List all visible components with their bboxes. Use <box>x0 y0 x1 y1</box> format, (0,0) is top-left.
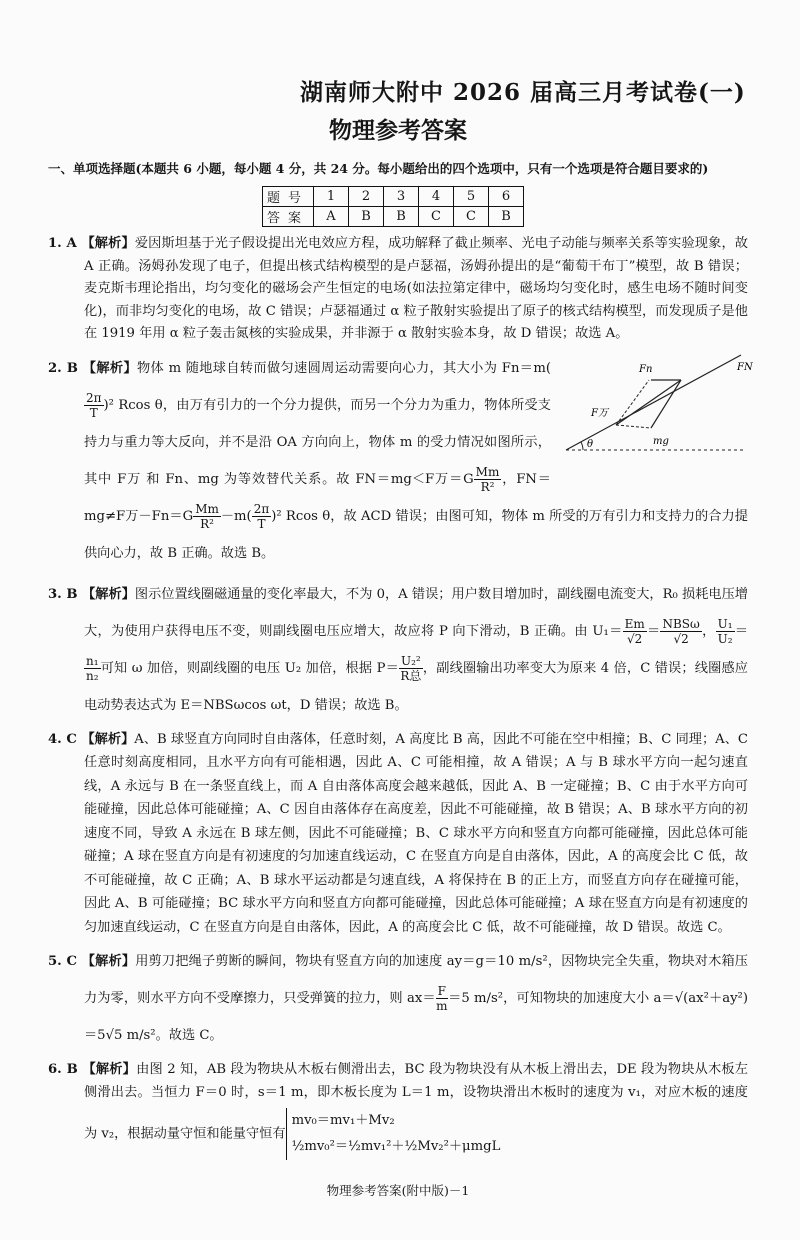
section-heading: 一、单项选择题(本题共 6 小题，每小题 4 分，共 24 分。每小题给出的四个选项中，只有一个选项是符合题目要求的) <box>48 161 709 176</box>
table-row-answers <box>263 207 524 227</box>
table-cell: 5 <box>454 187 489 207</box>
answer-text: )² Rcos θ，由万有引力的一个分力提供，而另一个分力为重力，物体所受支持力与重力等大反向，并不是沿 OA 方向向上，物体 m 的受力情况如图所示，其中 F万 和 Fn、mg 为等效替代关系。故 FN＝mg＜F万＝G <box>84 397 551 487</box>
force-diagram <box>561 350 756 470</box>
answer-head: 4. C 【解析】 <box>48 731 135 747</box>
answer-text: 爱因斯坦基于光子假设提出光电效应方程，成功解释了截止频率、光电子动能与频率关系等实验现象，故 A 正确。汤姆孙发现了电子，但提出核式结构模型的是卢瑟福，汤姆孙提出的是“葡萄干布丁”模型，故 B 错误；麦克斯韦理论指出，均匀变化的磁场会产生恒定的电场(如法拉第定律中，磁场均匀变化时，感生电场不随时间变化)，而非均匀变化的电场，故 C 错误；卢瑟福通过 α 粒子散射实验提出了原子的核式结构模型，而发现质子是他在 1919 年用 α 粒子轰击氮核的实验成果，并非源于 α 散射实验本身，故 D 错误；故选 A。 <box>84 236 748 341</box>
label-fn-support: FN <box>737 361 753 373</box>
row-label: 答案 <box>263 207 314 227</box>
equation-system <box>286 1108 501 1160</box>
table-cell: 1 <box>314 187 349 207</box>
answer-text: ，FN＝mg≠F万－Fn＝G <box>84 471 551 524</box>
answer-1 <box>48 233 748 346</box>
answer-text: ，副线圈输出功率变大为原来 4 倍，C 错误；线圈感应电动势表达式为 E＝NBSωcos ωt，D 错误；故选 B。 <box>84 660 748 713</box>
label-f-gravitation: F万 <box>591 407 608 419</box>
page-subtitle: 物理参考答案 <box>329 117 467 144</box>
fraction <box>660 617 701 646</box>
table-cell: 6 <box>489 187 524 207</box>
fraction <box>84 654 101 683</box>
denominator: √2 <box>673 631 689 646</box>
page-footer: 物理参考答案(附中版)－1 <box>326 1183 470 1198</box>
numerator: Mm <box>195 501 219 516</box>
fraction <box>716 617 735 646</box>
answer-4 <box>48 728 748 940</box>
label-fn-centripetal: Fn <box>639 363 653 375</box>
denominator: U₂ <box>717 631 733 646</box>
answer-head: 6. B 【解析】 <box>48 1062 137 1077</box>
table-cell: C <box>454 207 489 227</box>
answer-text: ＝5 m/s²，可知物块的加速度大小 a＝√(ax²＋ay²)＝5√5 m/s²。故选 C。 <box>84 991 748 1043</box>
table-cell: 3 <box>384 187 419 207</box>
denominator: T <box>257 516 266 531</box>
table-cell: 4 <box>419 187 454 207</box>
energy-equation: ½mv₀²＝½mv₁²＋½Mv₂²＋μmgL <box>291 1139 501 1154</box>
table-cell: C <box>419 207 454 227</box>
answer-head: 2. B 【解析】 <box>48 360 137 376</box>
answer-head: 3. B 【解析】 <box>48 586 135 602</box>
answer-text: 可知 ω 加倍，则副线圈的电压 U₂ 加倍，根据 P＝ <box>100 660 399 676</box>
answer-text: )² Rcos θ，故 ACD 错误；由图可知，物体 m 所受的万有引力和支持力的合力提供向心力，故 B 正确。故选 B。 <box>84 508 748 561</box>
answer-text: 用剪刀把绳子剪断的瞬间，物块有竖直方向的加速度 ay＝g＝10 m/s²，因物块完全失重，物块对木箱压力为零，则水平方向不受摩擦力，只受弹簧的拉力，则 ax＝ <box>84 954 748 1006</box>
table-row-numbers <box>263 187 524 207</box>
label-theta: θ <box>587 438 594 450</box>
numerator: U₁ <box>717 616 733 631</box>
answer-6 <box>48 1058 748 1164</box>
answer-text: －m( <box>220 508 252 524</box>
label-mg: mg <box>653 435 669 447</box>
numerator: Mm <box>475 464 500 479</box>
answer-table <box>262 186 524 227</box>
row-label: 题号 <box>263 187 314 207</box>
numerator: 2π <box>86 390 102 405</box>
table-cell: B <box>349 207 384 227</box>
fraction <box>623 617 647 646</box>
exam-title: 湖南师大附中 2026 届高三月考试卷(一) <box>300 79 746 106</box>
fraction <box>399 654 423 683</box>
denominator: √2 <box>626 631 643 646</box>
answer-text: A、B 球竖直方向同时自由落体，任意时刻，A 高度比 B 高，因此不可能在空中相撞；B、C 同理；A、C 任意时刻高度相同，且水平方向有可能相遇，因此 A、C 可能相撞，故 A 错误；A 与 B 球水平方向一起匀速直线，A 永远与 B 在一条竖直线上，而 A 自由落体高度会越来越低，因此 A、B 一定碰撞；B、C 由于水平方向可能碰撞，因此总体可能碰撞；A、C 因自由落体存在高度差，因此不可能碰撞，故 B 错误；A、B 球水平方向的初速度不同，导致 A 永远在 B 球左侧，因此不可能碰撞；B、C 球水平方向和竖直方向都可能碰撞，因此总体可能碰撞；A 球在竖直方向是有初速度的匀加速直线运动，C 在竖直方向是自由落体，因此，A 的高度会比 C 低，故不可能碰撞，故 C 正确；A、B 球水平运动都是匀速直线，A 将保持在 B 的正上方，而竖直方向存在碰撞可能，因此 A、B 可能碰撞；BC 球水平方向和竖直方向都可能碰撞，因此总体可能碰撞；A 球在竖直方向是有初速度的匀加速直线运动，C 在竖直方向是自由落体，因此，A 的高度会比 C 低，故不可能碰撞，故 D 错误。故选 C。 <box>84 731 748 935</box>
numerator: U₂² <box>401 653 421 668</box>
answer-text: 由图 2 知，AB 段为物块从木板右侧滑出去，BC 段为物块没有从木板上滑出去，DE 段为物块从木板左侧滑出去。当恒力 F＝0 时，s＝1 m，即木板长度为 L＝1 m，设物块滑出木板时的速度为 v₁，对应木板的速度为 v₂，根据动量守恒和能量守恒有 <box>84 1062 748 1142</box>
denominator: R² <box>480 479 495 494</box>
answer-head: 1. A 【解析】 <box>48 236 135 251</box>
numerator: Em <box>624 616 645 631</box>
fraction <box>193 502 221 531</box>
numerator: F <box>437 984 446 998</box>
answer-head: 5. C 【解析】 <box>48 954 136 969</box>
denominator: n₂ <box>86 668 99 683</box>
table-cell: A <box>314 207 349 227</box>
table-cell: B <box>384 207 419 227</box>
answer-text: 物体 m 随地球自转而做匀速圆周运动需要向心力，其大小为 Fn＝m( <box>137 360 551 376</box>
table-cell: 2 <box>349 187 384 207</box>
numerator: n₁ <box>86 653 99 668</box>
numerator: 2π <box>253 501 270 516</box>
denominator: T <box>89 405 98 420</box>
answer-2 <box>48 350 753 572</box>
fraction <box>84 391 104 420</box>
fraction <box>252 502 272 531</box>
denominator: R² <box>200 516 214 531</box>
answer-text: 图示位置线圈磁通量的变化率最大，不为 0，A 错误；用户数目增加时，副线圈电流变大，R₀ 损耗电压增大，为使用户获得电压不变，则副线圈电压应增大，故应将 P 向下滑动，B 正确。由 U₁＝ <box>84 586 748 639</box>
fraction <box>436 984 448 1013</box>
answer-5 <box>48 943 748 1054</box>
numerator: NBSω <box>662 616 700 631</box>
denominator: m <box>436 999 448 1013</box>
fraction <box>474 465 502 494</box>
answer-3: 3. B 【解析】图示位置线圈磁通量的变化率最大，不为 0，A 错误；用户数目增加时，副线圈电流变大，R₀ 损耗电压增大，为使用户获得电压不变，则副线圈电压应增大，故应将 P 向下滑动，B 正确。由 U₁＝ $\frac{Em}{√2}$ ＝ $\frac{\text{NBSω}}{√2}$ ， $\frac{\text{U₁}}{\text{U₂}}$ ＝ $\frac{\text{n₁}}{\text{n₂}}$ 可知 ω 加倍，则副线圈的电压 U₂ 加倍，根据 P＝ $\frac{\text{U₂²}}{\text{R总}}$ ，副线圈输出功率变大为原来 4 倍，C 错误；线圈感应电动势表达式为 E＝NBSωcos ωt，D 错误；故选 B。 <box>48 586 749 713</box>
momentum-equation: mv₀＝mv₁＋Mv₂ <box>291 1113 395 1128</box>
table-cell: B <box>489 207 524 227</box>
denominator: R总 <box>400 668 422 683</box>
